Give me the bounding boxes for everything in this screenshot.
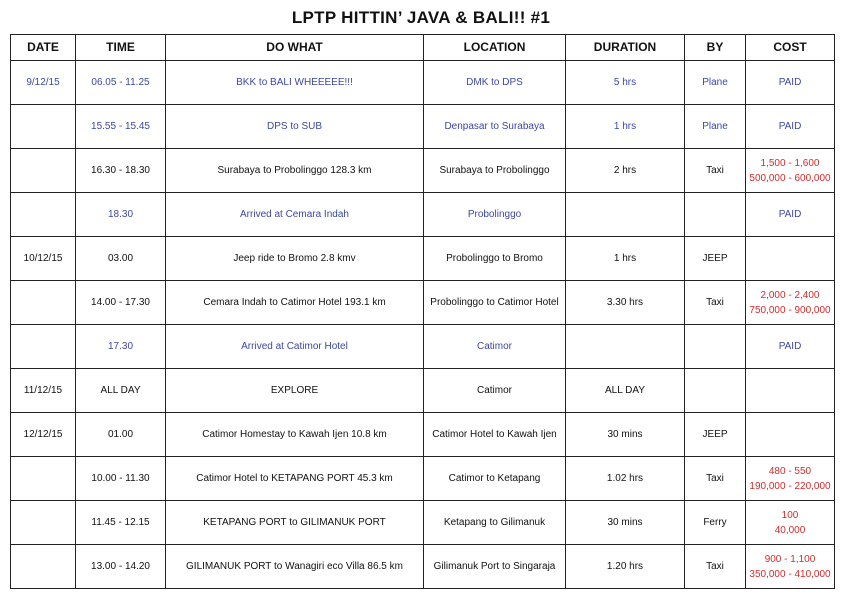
transport-cell: Plane xyxy=(685,105,746,149)
transport-cell xyxy=(685,369,746,413)
date-cell xyxy=(11,325,76,369)
cost-cell xyxy=(746,457,835,501)
activity-cell: BKK to BALI WHEEEEE!!! xyxy=(166,61,424,105)
duration-cell: 30 mins xyxy=(566,413,685,457)
date-cell xyxy=(11,545,76,589)
location-cell: Surabaya to Probolinggo xyxy=(424,149,566,193)
cost-thb: 480 - 550 xyxy=(768,465,812,477)
cost-idr: 40,000 xyxy=(774,524,806,536)
transport-cell: Plane xyxy=(685,61,746,105)
date-cell xyxy=(11,149,76,193)
cost-cell xyxy=(746,545,835,589)
cost-cell xyxy=(746,413,835,457)
duration-cell: 1 hrs xyxy=(566,237,685,281)
itinerary-table xyxy=(10,34,835,589)
table-row xyxy=(11,237,835,281)
col-do-what-header: DO WHAT xyxy=(166,35,424,61)
col-location-header: LOCATION xyxy=(424,35,566,61)
col-duration-header: DURATION xyxy=(566,35,685,61)
activity-cell: Catimor Hotel to KETAPANG PORT 45.3 km xyxy=(166,457,424,501)
date-cell xyxy=(11,457,76,501)
transport-cell: Taxi xyxy=(685,457,746,501)
transport-cell xyxy=(685,325,746,369)
location-cell: Ketapang to Gilimanuk xyxy=(424,501,566,545)
table-row xyxy=(11,369,835,413)
activity-cell: GILIMANUK PORT to Wanagiri eco Villa 86.5 km xyxy=(166,545,424,589)
date-cell xyxy=(11,281,76,325)
location-cell: Probolinggo to Bromo xyxy=(424,237,566,281)
col-date-header: DATE xyxy=(11,35,76,61)
cost-idr: 190,000 - 220,000 xyxy=(749,480,831,492)
table-row xyxy=(11,545,835,589)
duration-cell: 2 hrs xyxy=(566,149,685,193)
activity-cell: Jeep ride to Bromo 2.8 kmv xyxy=(166,237,424,281)
time-cell: 10.00 - 11.30 xyxy=(76,457,166,501)
col-by-header: BY xyxy=(685,35,746,61)
activity-cell: Arrived at Catimor Hotel xyxy=(166,325,424,369)
transport-cell: Taxi xyxy=(685,545,746,589)
table-row xyxy=(11,501,835,545)
date-cell: 10/12/15 xyxy=(11,237,76,281)
time-cell: 18.30 xyxy=(76,193,166,237)
col-time-header: TIME xyxy=(76,35,166,61)
duration-cell: 1.02 hrs xyxy=(566,457,685,501)
location-cell: Denpasar to Surabaya xyxy=(424,105,566,149)
table-row xyxy=(11,325,835,369)
duration-cell: 5 hrs xyxy=(566,61,685,105)
transport-cell: Ferry xyxy=(685,501,746,545)
cost-idr: 500,000 - 600,000 xyxy=(749,172,831,184)
transport-cell xyxy=(685,193,746,237)
col-cost-header: COST xyxy=(746,35,835,61)
transport-cell: JEEP xyxy=(685,413,746,457)
time-cell: 06.05 - 11.25 xyxy=(76,61,166,105)
activity-cell: Cemara Indah to Catimor Hotel 193.1 km xyxy=(166,281,424,325)
cost-thb: 100 xyxy=(781,509,799,521)
duration-cell xyxy=(566,193,685,237)
transport-cell: Taxi xyxy=(685,281,746,325)
table-row xyxy=(11,105,835,149)
date-cell: 9/12/15 xyxy=(11,61,76,105)
location-cell: DMK to DPS xyxy=(424,61,566,105)
table-row xyxy=(11,413,835,457)
location-cell: Catimor xyxy=(424,325,566,369)
location-cell: Catimor Hotel to Kawah Ijen xyxy=(424,413,566,457)
date-cell: 12/12/15 xyxy=(11,413,76,457)
cost-cell: PAID xyxy=(746,193,835,237)
duration-cell: 1 hrs xyxy=(566,105,685,149)
time-cell: ALL DAY xyxy=(76,369,166,413)
cost-idr: 750,000 - 900,000 xyxy=(749,304,831,316)
cost-cell xyxy=(746,237,835,281)
location-cell: Catimor xyxy=(424,369,566,413)
location-cell: Probolinggo xyxy=(424,193,566,237)
date-cell xyxy=(11,105,76,149)
time-cell: 13.00 - 14.20 xyxy=(76,545,166,589)
cost-idr: 350,000 - 410,000 xyxy=(749,568,831,580)
transport-cell: Taxi xyxy=(685,149,746,193)
cost-cell xyxy=(746,369,835,413)
date-cell xyxy=(11,193,76,237)
cost-cell: PAID xyxy=(746,105,835,149)
duration-cell: 3.30 hrs xyxy=(566,281,685,325)
location-cell: Probolinggo to Catimor Hotel xyxy=(424,281,566,325)
activity-cell: Surabaya to Probolinggo 128.3 km xyxy=(166,149,424,193)
duration-cell: 1.20 hrs xyxy=(566,545,685,589)
table-row xyxy=(11,457,835,501)
table-row xyxy=(11,281,835,325)
duration-cell: ALL DAY xyxy=(566,369,685,413)
duration-cell xyxy=(566,325,685,369)
page-title: LPTP HITTIN’ JAVA & BALI!! #1 xyxy=(291,8,551,27)
cost-cell xyxy=(746,281,835,325)
activity-cell: Catimor Homestay to Kawah Ijen 10.8 km xyxy=(166,413,424,457)
duration-cell: 30 mins xyxy=(566,501,685,545)
date-cell xyxy=(11,501,76,545)
location-cell: Gilimanuk Port to Singaraja xyxy=(424,545,566,589)
time-cell: 16.30 - 18.30 xyxy=(76,149,166,193)
time-cell: 11.45 - 12.15 xyxy=(76,501,166,545)
table-row xyxy=(11,61,835,105)
time-cell: 15.55 - 15.45 xyxy=(76,105,166,149)
time-cell: 17.30 xyxy=(76,325,166,369)
activity-cell: DPS to SUB xyxy=(166,105,424,149)
table-row xyxy=(11,193,835,237)
cost-thb: 2,000 - 2,400 xyxy=(760,289,820,301)
activity-cell: EXPLORE xyxy=(166,369,424,413)
time-cell: 14.00 - 17.30 xyxy=(76,281,166,325)
time-cell: 01.00 xyxy=(76,413,166,457)
cost-cell: PAID xyxy=(746,61,835,105)
cost-cell xyxy=(746,501,835,545)
cost-cell xyxy=(746,149,835,193)
header-row xyxy=(11,35,835,61)
table-row xyxy=(11,149,835,193)
location-cell: Catimor to Ketapang xyxy=(424,457,566,501)
cost-cell: PAID xyxy=(746,325,835,369)
cost-thb: 1,500 - 1,600 xyxy=(760,157,820,169)
activity-cell: Arrived at Cemara Indah xyxy=(166,193,424,237)
activity-cell: KETAPANG PORT to GILIMANUK PORT xyxy=(166,501,424,545)
time-cell: 03.00 xyxy=(76,237,166,281)
cost-thb: 900 - 1,100 xyxy=(764,553,816,565)
date-cell: 11/12/15 xyxy=(11,369,76,413)
transport-cell: JEEP xyxy=(685,237,746,281)
